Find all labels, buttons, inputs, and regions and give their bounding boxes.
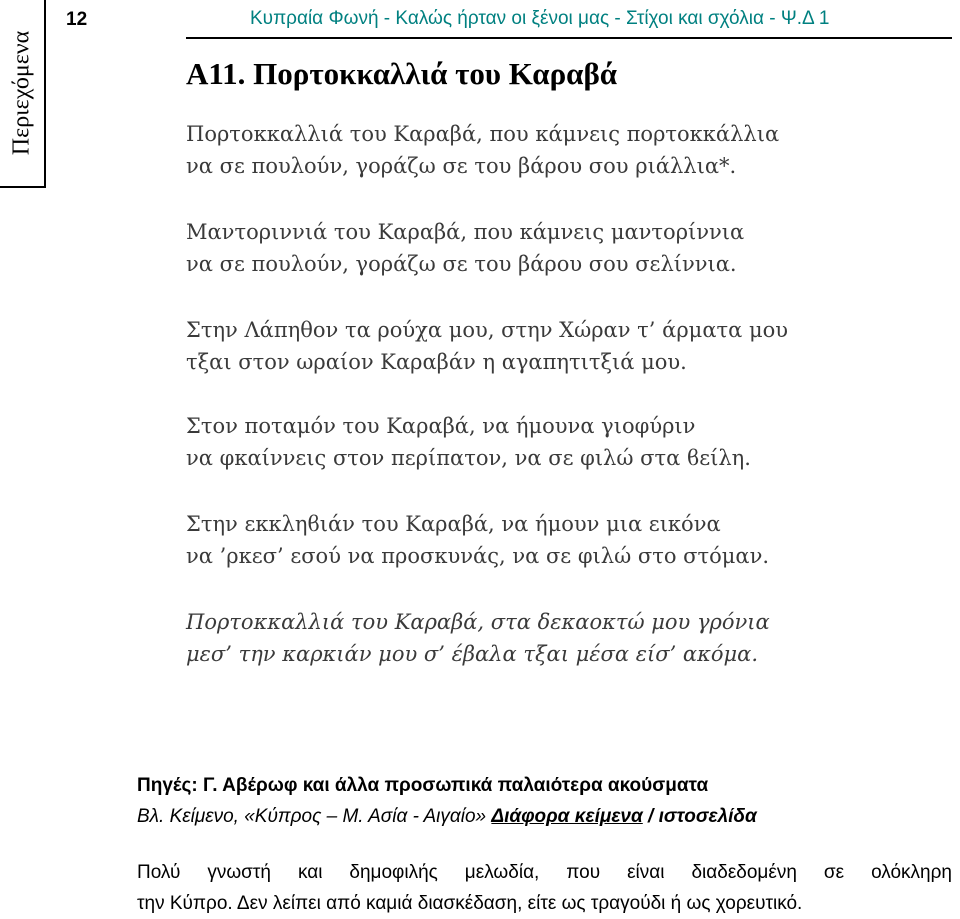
stanza-line: Στην εκκληϐιάν του Καραβά, να ήμουν μια εικόνα: [186, 512, 721, 536]
page-number: 12: [66, 9, 88, 30]
contents-tab-label: Περιεχόμενα: [8, 30, 35, 156]
various-texts-link[interactable]: Διάφορα κείμενα: [491, 806, 643, 827]
reference-dash: –: [326, 806, 338, 827]
stanza-line: Πορτοκκαλλιά του Καραβά, που κάμνεις πορτοκκάλλια: [186, 122, 780, 146]
reference-prefix: Βλ. Κείμενο, «Κύπρος: [137, 806, 327, 827]
stanza-line: μεσ’ την καρκιάν μου σ’ έβαλα τξαι μέσα είσ’ ακόμα.: [186, 642, 759, 666]
stanza-line: να σε πουλούν, γοράζω σε του βάρου σου σελίννια.: [186, 252, 737, 276]
stanza-4: [186, 410, 751, 474]
stanza-line: να φκαίννεις στον περίπατον, να σε φιλώ στα ϐείλη.: [186, 446, 751, 470]
stanza-1: [186, 118, 779, 182]
stanza-5: [186, 508, 769, 572]
sources-line: [137, 770, 757, 801]
stanza-3: [186, 314, 788, 378]
sources-text: Γ. Αβέρωφ και άλλα προσωπικά παλαιότερα ακούσματα: [202, 775, 709, 796]
stanza-6: [186, 606, 770, 670]
sources-block: [137, 770, 757, 832]
stanza-line: Στην Λάπηθον τα ρούχα μου, στην Χώραν τ’ άρματα μου: [186, 318, 789, 342]
website-link[interactable]: ιστοσελίδα: [658, 806, 757, 827]
reference-line: [137, 801, 757, 832]
stanza-2: [186, 216, 744, 280]
stanza-line: τξαι στον ωραίον Καραβάν η αγαπητιτξιά μου.: [186, 350, 687, 374]
stanza-line: Στον ποταμόν του Καραβά, να ήμουνα γιοφύριν: [186, 414, 696, 438]
reference-separator: /: [642, 806, 659, 827]
reference-middle: Μ. Ασία - Αιγαίο»: [337, 806, 492, 827]
note-paragraph: [137, 857, 952, 919]
contents-tab[interactable]: [0, 0, 46, 188]
running-header: Κυπραία Φωνή - Καλώς ήρταν οι ξένοι μας - Στίχοι και σχόλια - Ψ.Δ 1: [250, 8, 830, 29]
stanza-line: Μαντοριννιά του Καραβά, που κάμνεις μαντορίννια: [186, 220, 745, 244]
stanza-line: να σε πουλούν, γοράζω σε του βάρου σου ριάλλια*.: [186, 154, 737, 178]
note-line: την Κύπρο. Δεν λείπει από καμιά διασκέδαση, είτε ως τραγούδι ή ως χορευτικό.: [137, 893, 803, 914]
stanza-line: να ’ρκεσ’ εσού να προσκυνάς, να σε φιλώ στο στόμαν.: [186, 544, 770, 568]
poem-title: Α11. Πορτοκκαλλιά του Καραβά: [186, 56, 618, 91]
sources-label: Πηγές:: [137, 775, 198, 796]
header-rule: [186, 37, 952, 39]
stanza-line: Πορτοκκαλλιά του Καραβά, στα δεκαοκτώ μου γρόνια: [186, 610, 770, 634]
note-line: Πολύ γνωστή και δημοφιλής μελωδία, που είναι διαδεδομένη σε ολόκληρη: [137, 862, 952, 883]
